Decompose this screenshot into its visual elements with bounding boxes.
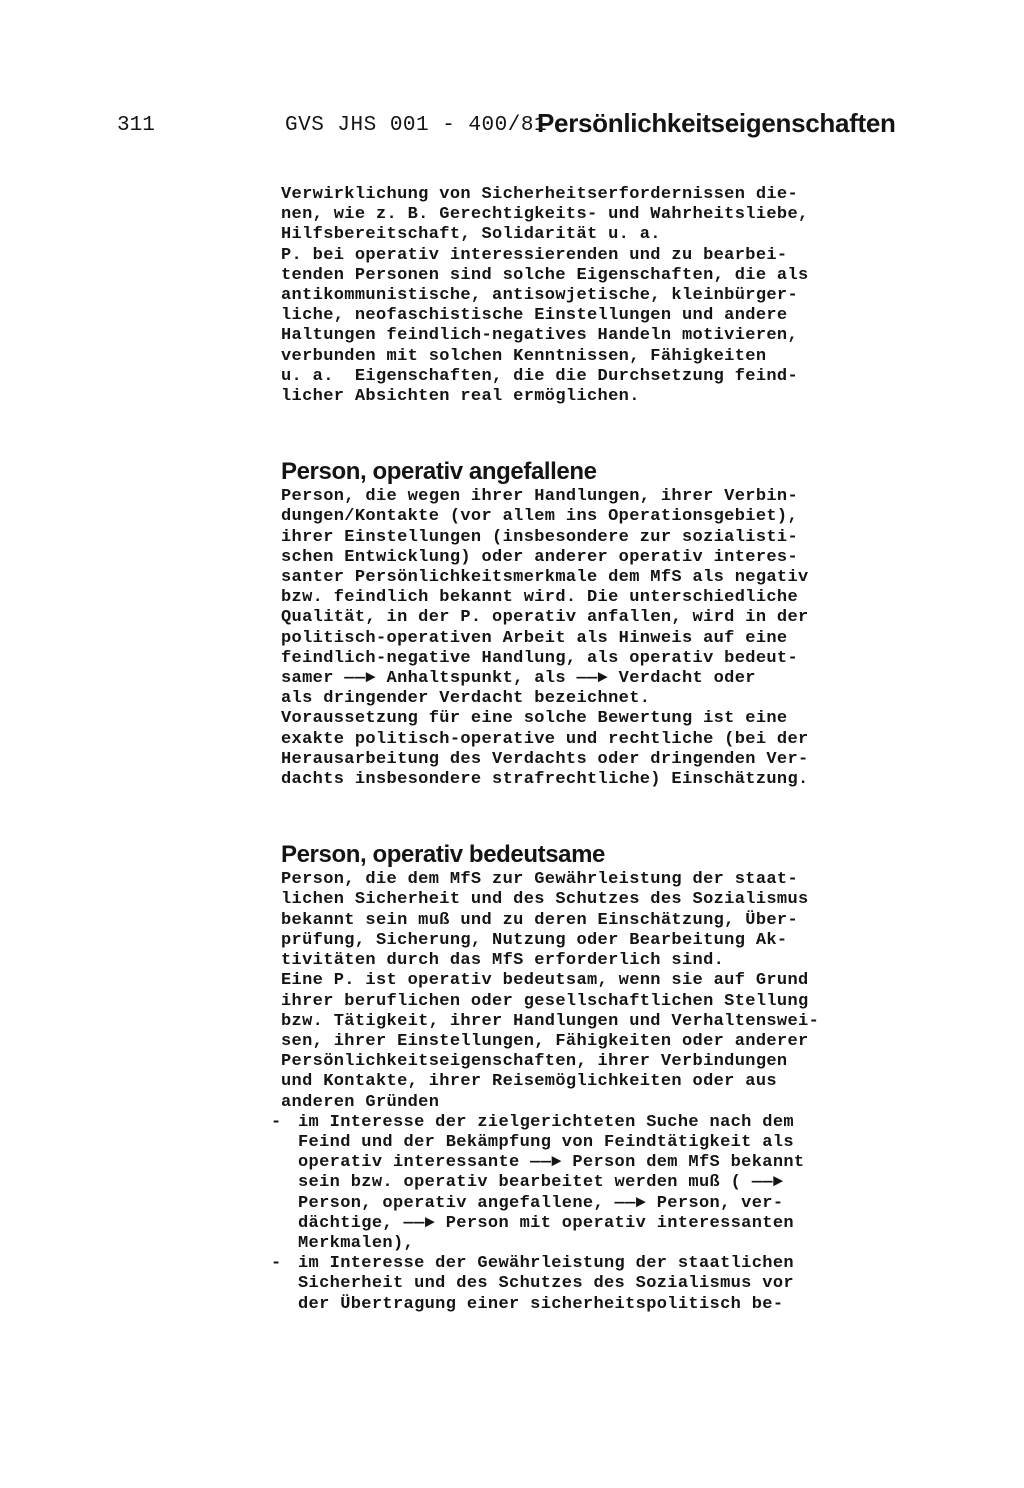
list-item xyxy=(271,1254,921,1315)
section-heading-person-operativ-angefallene: Person, operativ angefallene xyxy=(281,458,597,486)
document-reference: GVS JHS 001 - 400/81 xyxy=(285,114,548,137)
section-body-person-operativ-bedeutsame: Person, die dem MfS zur Gewährleistung der staat- lichen Sicherheit und des Schutzes des Sozialismus bekannt sein muß und zu deren Einschätzung, Über- prüfung, Sicherung, Nutzung oder Bearbeitung Ak- tivitäten durch das MfS erforderlich sind. Eine P. ist operativ bedeutsam, wenn sie auf Grund ihrer beruflichen oder gesellschaftlichen Stellung bzw. Tätigkeit, ihrer Handlungen und Verhaltenswei- sen, ihrer Einstellungen, Fähigkeiten oder anderer Persönlichkeitseigenschaften, ihrer Verbindungen und Kontakte, ihrer Reisemöglichkeiten oder aus anderen Gründen xyxy=(281,870,820,1112)
section-heading-person-operativ-bedeutsame: Person, operativ bedeutsame xyxy=(281,841,605,869)
page-number: 311 xyxy=(117,114,155,137)
bullet-dash: - xyxy=(271,1254,282,1274)
list-item xyxy=(271,1112,921,1254)
header-title: Persönlichkeitseigenschaften xyxy=(537,108,896,138)
page-content xyxy=(271,185,921,1315)
bullet-dash: - xyxy=(271,1112,282,1132)
list-item-text: im Interesse der Gewährleistung der staatlichen Sicherheit und des Schutzes des Sozialismus vor der Übertragung einer sicherheitspolitisch be- xyxy=(298,1254,794,1314)
intro-paragraph: Verwirklichung von Sicherheitserfordernissen die- nen, wie z. B. Gerechtigkeits- und Wahrheitsliebe, Hilfsbereitschaft, Solidarität u. a. P. bei operativ interessierenden und zu bearbei- tenden Personen sind solche Eigenschaften, die als antikommunistische, antisowjetische, kleinbürger- liche, neofaschistische Einstellungen und andere Haltungen feindlich-negatives Handeln motivieren, verbunden mit solchen Kenntnissen, Fähigkeiten u. a. Eigenschaften, die die Durchsetzung feind- licher Absichten real ermöglichen. xyxy=(281,185,809,407)
list-item-text: im Interesse der zielgerichteten Suche nach dem Feind und der Bekämpfung von Feindtätigkeit als operativ interessante ——► Person dem MfS bekannt sein bzw. operativ bearbeitet werden muß ( ——► Person, operativ angefallene, ——► Person, ver- dächtige, ——► Person mit operativ interessanten Merkmalen), xyxy=(298,1112,805,1253)
section-body-person-operativ-angefallene: Person, die wegen ihrer Handlungen, ihrer Verbin- dungen/Kontakte (vor allem ins Operationsgebiet), ihrer Einstellungen (insbesondere zur sozialisti- schen Entwicklung) oder anderer operativ interes- santer Persönlichkeitsmerkmale dem MfS als negativ bzw. feindlich bekannt wird. Die unterschiedliche Qualität, in der P. operativ anfallen, wird in der politisch-operativen Arbeit als Hinweis auf eine feindlich-negative Handlung, als operativ bedeut- samer ——► Anhaltspunkt, als ——► Verdacht oder als dringender Verdacht bezeichnet. Voraussetzung für eine solche Bewertung ist eine exakte politisch-operative und rechtliche (bei der Herausarbeitung des Verdachts oder dringenden Ver- dachts insbesondere strafrechtliche) Einschätzung. xyxy=(281,487,809,790)
page-header xyxy=(0,108,1024,142)
